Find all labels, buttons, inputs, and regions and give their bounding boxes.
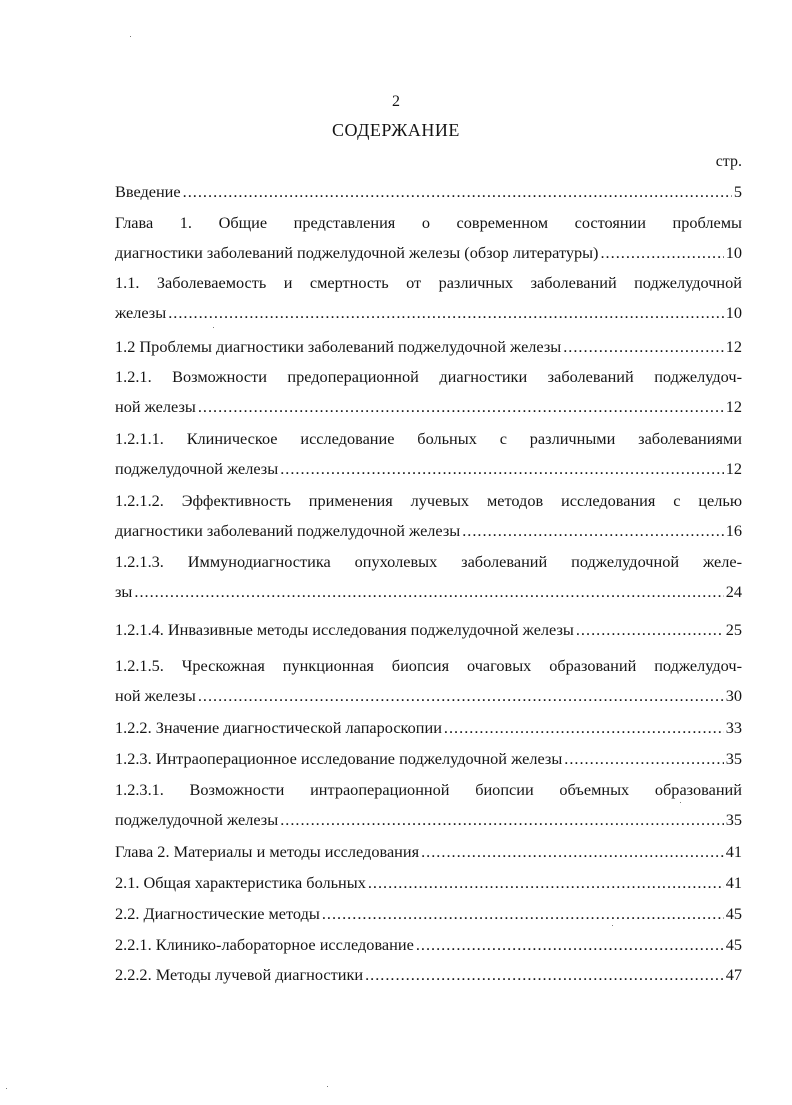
toc-entry-title: 1.2 Проблемы диагностики заболеваний поджелудочной железы <box>115 337 562 356</box>
toc-entry <box>115 177 742 207</box>
toc-entry-title: ной железы <box>115 686 196 705</box>
toc-entry <box>115 651 742 711</box>
toc-entry <box>115 713 742 743</box>
toc-entry <box>115 899 742 929</box>
toc-entry-title: зы <box>115 582 133 601</box>
toc-leader-dots <box>198 392 724 422</box>
toc-entry-page: 12 <box>725 459 742 478</box>
pages-column-label: стр. <box>715 153 742 170</box>
toc-entry <box>115 332 742 362</box>
toc-entry-page: 5 <box>733 182 742 201</box>
scan-speck <box>130 36 131 37</box>
toc-entry-title-line: 1.2.1.5. Чрескожная пункционная биопсия очаговых образований поджелудоч- <box>115 656 742 675</box>
toc-leader-dots <box>416 930 724 960</box>
toc-entry <box>115 744 742 774</box>
page-number: 2 <box>392 93 400 110</box>
toc-entry-page: 12 <box>725 337 742 356</box>
scan-speck <box>612 925 613 926</box>
toc-entry-title: железы <box>115 303 167 322</box>
toc-entry <box>115 837 742 867</box>
toc-entry <box>115 362 742 422</box>
toc-entry-title: 2.2.1. Клинико-лабораторное исследование <box>115 935 414 954</box>
toc-entry-page: 41 <box>725 842 742 861</box>
toc-entry-title: Глава 2. Материалы и методы исследования <box>115 842 420 861</box>
toc-leader-dots <box>576 615 724 645</box>
toc-entry-title-line: 1.2.1.1. Клиническое исследование больных с различными заболеваниями <box>115 429 742 448</box>
toc-entry-title-line: 1.2.1. Возможности предоперационной диагностики заболеваний поджелудоч- <box>115 367 742 386</box>
toc-entry-page: 45 <box>725 904 742 923</box>
toc-entry-title: 2.1. Общая характеристика больных <box>115 873 366 892</box>
page-title: СОДЕРЖАНИЕ <box>332 120 460 140</box>
toc-leader-dots <box>280 454 724 484</box>
toc-entry <box>115 268 742 328</box>
toc-leader-dots <box>368 868 724 898</box>
toc-leader-dots <box>462 516 724 546</box>
toc-entry-title: поджелудочной железы <box>115 810 279 829</box>
toc-entry-page: 16 <box>725 521 742 540</box>
toc-entry <box>115 960 742 990</box>
toc-entry-page: 41 <box>725 873 742 892</box>
toc-leader-dots <box>280 805 724 835</box>
toc-entry-title: 1.2.2. Значение диагностической лапароскопии <box>115 718 442 737</box>
toc-entry-page: 10 <box>725 303 742 322</box>
toc-leader-dots <box>322 899 724 929</box>
toc-entry-title: 2.2.2. Методы лучевой диагностики <box>115 965 364 984</box>
toc-leader-dots <box>600 238 723 268</box>
toc-entry <box>115 615 742 645</box>
toc-leader-dots <box>564 744 723 774</box>
toc-entry-title-line: 1.2.3.1. Возможности интраоперационной биопсии объемных образований <box>115 780 742 799</box>
toc-entry <box>115 547 742 607</box>
toc-entry-page: 30 <box>725 686 742 705</box>
toc-entry <box>115 208 742 268</box>
toc-leader-dots <box>183 177 732 207</box>
toc-entry-page: 24 <box>725 582 742 601</box>
toc-entry-page: 10 <box>725 243 742 262</box>
toc-entry-page: 47 <box>725 965 742 984</box>
toc-entry-title-line: Глава 1. Общие представления о современном состоянии проблемы <box>115 213 742 232</box>
toc-leader-dots <box>444 713 724 743</box>
toc-leader-dots <box>421 837 724 867</box>
toc-entry-title: 1.2.3. Интраоперационное исследование поджелудочной железы <box>115 749 563 768</box>
toc-entry <box>115 775 742 835</box>
toc-entry-title: поджелудочной железы <box>115 459 279 478</box>
toc-entry-page: 12 <box>725 397 742 416</box>
toc-entry-title: ной железы <box>115 397 196 416</box>
toc-entry <box>115 424 742 484</box>
toc-entry-page: 35 <box>725 749 742 768</box>
toc-entry-title: 1.2.1.4. Инвазивные методы исследования поджелудочной железы <box>115 620 574 639</box>
toc-leader-dots <box>168 298 724 328</box>
toc-entry-page: 45 <box>725 935 742 954</box>
scan-speck <box>680 802 681 803</box>
scan-speck <box>327 1086 328 1087</box>
toc-entry <box>115 868 742 898</box>
toc-entry-title-line: 1.2.1.2. Эффективность применения лучевых методов исследования с целью <box>115 491 742 510</box>
toc-entry <box>115 486 742 546</box>
toc-entry-page: 33 <box>725 718 742 737</box>
toc-entry-title: диагностики заболеваний поджелудочной железы (обзор литературы) <box>115 243 599 262</box>
scan-speck <box>213 327 214 328</box>
toc-entry-page: 35 <box>725 810 742 829</box>
toc-entry-title-line: 1.1. Заболеваемость и смертность от различных заболеваний поджелудочной <box>115 273 742 292</box>
toc-entry-page: 25 <box>725 620 742 639</box>
toc-entry-title: 2.2. Диагностические методы <box>115 904 320 923</box>
toc-leader-dots <box>365 960 724 990</box>
toc-entry-title: диагностики заболеваний поджелудочной железы <box>115 521 461 540</box>
toc-leader-dots <box>563 332 724 362</box>
toc-entry-title: Введение <box>115 182 181 201</box>
toc-entry <box>115 930 742 960</box>
scan-speck <box>6 1088 7 1089</box>
toc-leader-dots <box>134 577 723 607</box>
toc-leader-dots <box>198 681 724 711</box>
toc-entry-title-line: 1.2.1.3. Иммунодиагностика опухолевых заболеваний поджелудочной желе- <box>115 552 742 571</box>
